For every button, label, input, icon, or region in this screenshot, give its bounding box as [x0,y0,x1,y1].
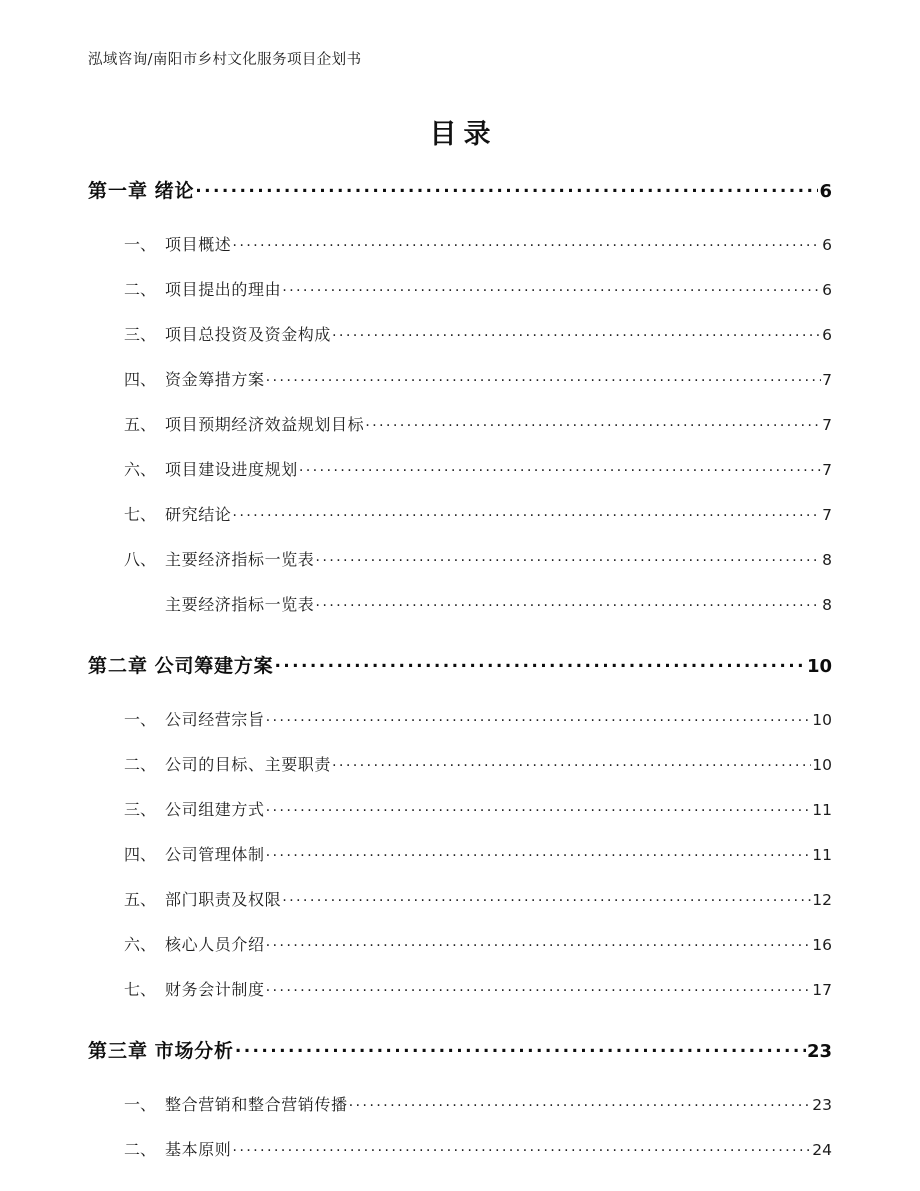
toc-entry-page-number: 8 [822,551,832,569]
toc-entry-label: 核心人员介绍 [165,935,265,954]
toc-entry-page-number: 8 [822,596,832,614]
toc-section-entry[interactable] [88,412,832,457]
toc-entry-number: 四、 [124,370,157,389]
toc-section-entry[interactable] [88,752,832,797]
toc-entry-number: 第二章 [88,655,149,677]
toc-entry-label: 整合营销和整合营销传播 [165,1095,348,1114]
toc-entry-label: 项目预期经济效益规划目标 [165,415,365,434]
dot-leader [195,178,818,197]
dot-leader [315,549,821,565]
toc-entry-label: 公司的目标、主要职责 [165,755,332,774]
dot-leader [266,369,822,385]
toc-entry-label: 项目概述 [165,235,232,254]
toc-entry-page-number: 12 [812,891,832,909]
toc-entry-page-number: 23 [812,1096,832,1114]
toc-entry-spacer [148,180,155,202]
toc-entry-number: 一、 [124,710,157,729]
toc-section-entry[interactable] [88,932,832,977]
toc-entry-page-number: 23 [806,1041,832,1062]
toc-entry-label: 主要经济指标一览表 [165,550,315,569]
toc-entry-label: 项目提出的理由 [165,280,282,299]
dot-leader [332,324,821,340]
toc-entry-number: 八、 [124,550,157,569]
toc-section-entry[interactable] [88,232,832,277]
toc-entry-number: 第三章 [88,1040,149,1062]
toc-entry-label: 绪论 [154,180,195,202]
toc-section-entry[interactable] [88,1137,832,1182]
toc-chapter-entry[interactable] [88,651,832,697]
page-title: 目录 [429,119,498,150]
dot-leader [274,653,805,672]
toc-section-entry[interactable] [88,367,832,412]
toc-section-entry[interactable] [88,547,832,592]
toc-entry-number: 六、 [124,935,157,954]
toc-entry-label: 资金筹措方案 [165,370,265,389]
toc-entry-page-number: 6 [822,236,832,254]
dot-leader [282,889,811,905]
toc-section-entry[interactable] [88,502,832,547]
toc-entry-label: 项目建设进度规划 [165,460,298,479]
toc-entry-number: 二、 [124,1140,157,1159]
toc-entry-page-number: 7 [822,416,832,434]
toc-entry-number: 七、 [124,980,157,999]
toc-entry-label: 公司组建方式 [165,800,265,819]
running-header: 泓域咨询/南阳市乡村文化服务项目企划书 [88,52,362,68]
toc-entry-label: 公司筹建方案 [154,655,274,677]
toc-entry-number: 二、 [124,755,157,774]
toc-entry-page-number: 7 [822,461,832,479]
toc-entry-label: 公司经营宗旨 [165,710,265,729]
dot-leader [232,234,821,250]
toc-chapter-entry[interactable] [88,176,832,222]
toc-section-entry[interactable] [88,887,832,932]
dot-leader [266,709,812,725]
toc-entry-page-number: 6 [822,281,832,299]
toc-entry-page-number: 24 [812,1141,832,1159]
toc-section-entry[interactable] [88,322,832,367]
toc-entry-label: 主要经济指标一览表 [165,595,315,614]
toc-entry-number: 第一章 [88,180,149,202]
toc-entry-number: 六、 [124,460,157,479]
toc-entry-label: 项目总投资及资金构成 [165,325,332,344]
toc-entry-label: 公司管理体制 [165,845,265,864]
toc-entry-number: 三、 [124,325,157,344]
dot-leader [299,459,821,475]
toc-section-entry[interactable] [88,1092,832,1137]
toc-entry-page-number: 17 [812,981,832,999]
toc-entry-page-number: 10 [812,756,832,774]
dot-leader [349,1094,812,1110]
toc-entry-number: 五、 [124,415,157,434]
dot-leader [365,414,821,430]
toc-entry-label: 部门职责及权限 [165,890,282,909]
table-of-contents [88,176,832,1182]
dot-leader [266,979,812,995]
toc-section-entry[interactable] [88,592,832,637]
toc-entry-page-number: 11 [812,846,832,864]
toc-entry-page-number: 16 [812,936,832,954]
toc-entry-page-number: 6 [819,181,832,202]
dot-leader [232,1139,811,1155]
toc-entry-label: 市场分析 [154,1040,234,1062]
toc-entry-number: 七、 [124,505,157,524]
toc-entry-number: 五、 [124,890,157,909]
toc-entry-label: 财务会计制度 [165,980,265,999]
toc-entry-page-number: 7 [822,371,832,389]
toc-entry-label: 研究结论 [165,505,232,524]
toc-entry-spacer [148,655,155,677]
dot-leader [266,934,812,950]
dot-leader [232,504,821,520]
dot-leader [332,754,811,770]
toc-entry-spacer [148,1040,155,1062]
toc-entry-label: 基本原则 [165,1140,232,1159]
toc-section-entry[interactable] [88,797,832,842]
toc-chapter-entry[interactable] [88,1036,832,1082]
toc-entry-number: 二、 [124,280,157,299]
dot-leader [315,594,821,610]
toc-entry-number: 四、 [124,845,157,864]
dot-leader [266,844,812,860]
toc-section-entry[interactable] [88,977,832,1022]
toc-entry-page-number: 6 [822,326,832,344]
toc-entry-page-number: 7 [822,506,832,524]
toc-entry-page-number: 10 [812,711,832,729]
toc-entry-page-number: 10 [806,656,832,677]
toc-entry-number: 一、 [124,235,157,254]
toc-section-entry[interactable] [88,457,832,502]
dot-leader [282,279,821,295]
toc-entry-number: 三、 [124,800,157,819]
toc-entry-page-number: 11 [812,801,832,819]
dot-leader [235,1038,806,1057]
toc-entry-number: 一、 [124,1095,157,1114]
dot-leader [266,799,812,815]
toc-section-entry[interactable] [88,277,832,322]
toc-section-entry[interactable] [88,842,832,887]
toc-section-entry[interactable] [88,707,832,752]
